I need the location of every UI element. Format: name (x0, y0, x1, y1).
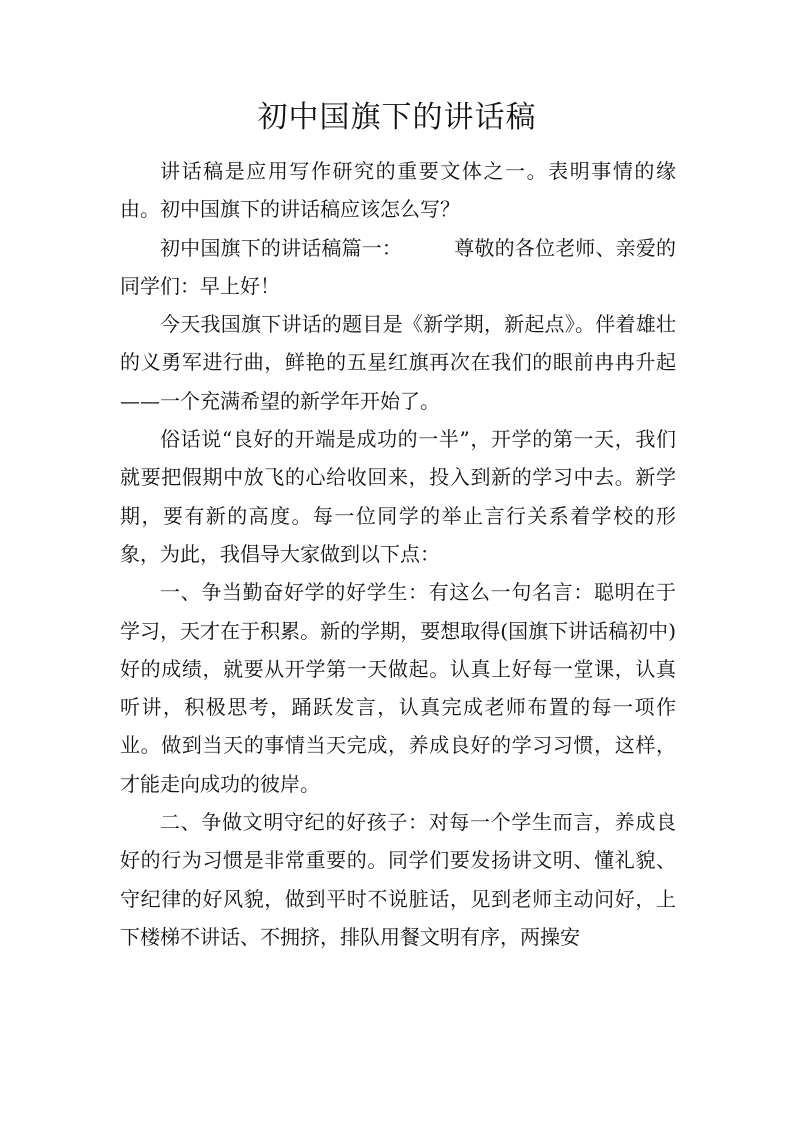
paragraph-point-one: 一、争当勤奋好学的好学生：有这么一句名言：聪明在于学习，天才在于积累。新的学期，要想取得(国旗下讲话稿初中)好的成绩，就要从开学第一天做起。认真上好每一堂课，认真听讲，积极思考，踊跃发言，认真完成老师布置的每一项作业。做到当天的事情当天完成，养成良好的学习习惯，这样，才能走向成功的彼岸。 (120, 580, 676, 796)
paragraph-point-two: 二、争做文明守纪的好孩子：对每一个学生而言，养成良好的行为习惯是非常重要的。同学们要发扬讲文明、懂礼貌、守纪律的好风貌，做到平时不说脏话，见到老师主动问好，上下楼梯不讲话、不拥挤，排队用餐文明有序，两操安 (120, 810, 676, 949)
paragraph-speech-opening (120, 229, 676, 306)
document-body (120, 152, 676, 956)
speech-heading: 初中国旗下的讲话稿篇一： (160, 235, 403, 260)
speech-salutation: 尊敬的各位老师、亲爱的同学们：早上好！ (120, 235, 677, 298)
document-title: 初中国旗下的讲话稿 (257, 100, 537, 135)
paragraph-saying: 俗话说“良好的开端是成功的一半”，开学的第一天，我们就要把假期中放飞的心给收回来，投入到新的学习中去。新学期，要有新的高度。每一位同学的举止言行关系着学校的形象，为此，我倡导大家做到以下点： (120, 427, 676, 566)
paragraph-intro: 讲话稿是应用写作研究的重要文体之一。表明事情的缘由。初中国旗下的讲话稿应该怎么写？ (120, 159, 676, 222)
paragraph-topic: 今天我国旗下讲话的题目是《新学期，新起点》。伴着雄壮的义勇军进行曲，鲜艳的五星红旗再次在我们的眼前冉冉升起——一个充满希望的新学年开始了。 (120, 312, 676, 413)
